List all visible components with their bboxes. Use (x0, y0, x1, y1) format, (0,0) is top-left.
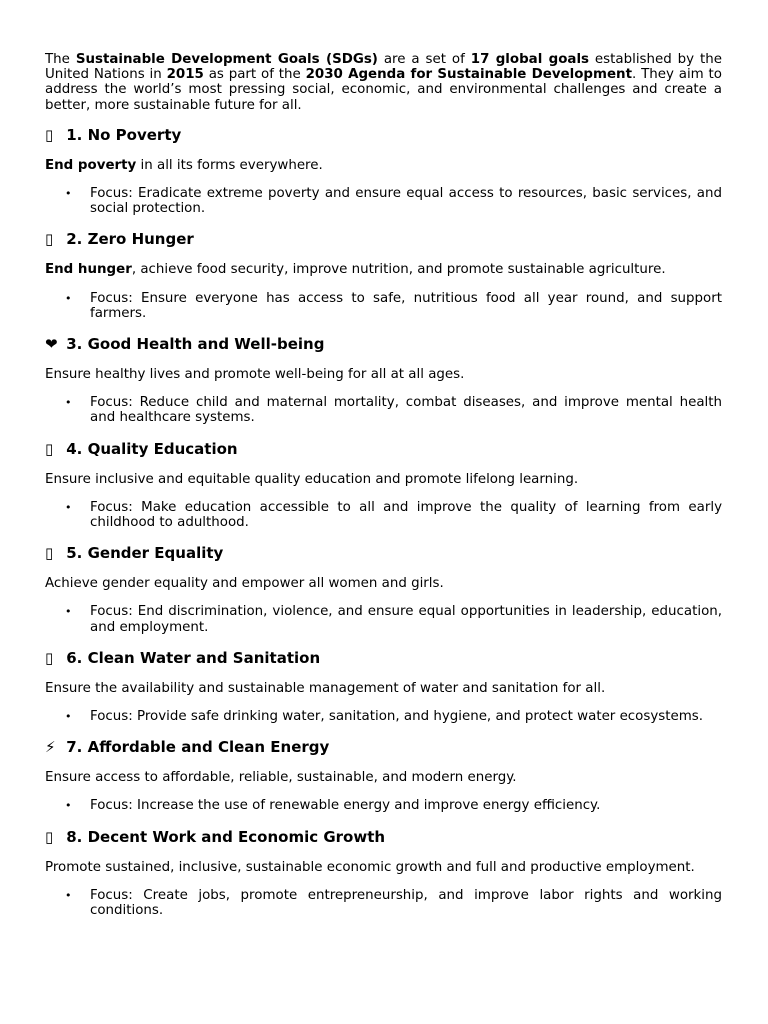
bullet-icon: • (65, 396, 72, 410)
goal-focus-list (45, 709, 722, 724)
goal-focus-text: Focus: Make education accessible to all and improve the quality of learning from early childhood to adulthood. (90, 499, 722, 531)
intro-bold-goal-count: 17 global goals (470, 52, 590, 67)
bullet-icon: • (65, 888, 72, 902)
goal-title: 5. Gender Equality (66, 544, 224, 563)
goal-focus-text: Focus: End discrimination, violence, and ensure equal opportunities in leadership, education, and employment. (90, 604, 722, 635)
missing-glyph-icon: ▯ (45, 230, 54, 249)
goal-description (45, 681, 722, 696)
goal-focus-list (45, 798, 722, 813)
goal-title: 6. Clean Water and Sanitation (66, 648, 321, 667)
goal-focus-list (45, 500, 722, 530)
goal-heading (45, 829, 722, 846)
intro-text: . They aim to address the world’s most pressing social, economic, and environmental challenges and create a better, more sustainable future for all. (45, 67, 722, 113)
goal-focus-item (45, 888, 722, 918)
goal-focus-text: Focus: Increase the use of renewable energy and improve energy efficiency. (90, 798, 601, 814)
goal-description-text: Ensure inclusive and equitable quality education and promote lifelong learning. (45, 471, 579, 487)
goal-focus-text: Focus: Provide safe drinking water, sanitation, and hygiene, and protect water ecosystems. (90, 709, 703, 725)
goal-focus-text: Focus: Create jobs, promote entrepreneurship, and improve labor rights and working conditions. (90, 887, 722, 919)
intro-bold-agenda: 2030 Agenda for Sustainable Development (305, 67, 632, 83)
goal-focus-item (45, 500, 722, 530)
intro-text: are a set of (377, 52, 471, 67)
goal-focus-item (45, 291, 722, 321)
goal-title: 3. Good Health and Well-being (66, 335, 325, 354)
goal-section (45, 545, 722, 635)
goal-focus-list (45, 395, 722, 425)
goal-heading (45, 739, 722, 756)
goal-description-text: Achieve gender equality and empower all women and girls. (45, 576, 444, 592)
intro-bold-year: 2015 (166, 67, 204, 83)
missing-glyph-icon: ▯ (45, 827, 54, 846)
missing-glyph-icon: ▯ (45, 648, 54, 667)
goal-title: 1. No Poverty (66, 125, 182, 144)
bullet-icon: • (65, 291, 72, 305)
goal-section (45, 650, 722, 724)
goal-section (45, 231, 722, 321)
goal-focus-list (45, 888, 722, 918)
goal-focus-text: Focus: Ensure everyone has access to safe, nutritious food all year round, and support farmers. (90, 290, 722, 321)
goal-description-text: Ensure access to affordable, reliable, sustainable, and modern energy. (45, 770, 517, 786)
goal-section (45, 127, 722, 217)
goal-title: 4. Quality Education (66, 439, 238, 458)
goal-heading (45, 650, 722, 667)
goal-focus-item (45, 395, 722, 425)
heart-icon: ❤ (45, 335, 58, 354)
goal-section (45, 829, 722, 919)
goal-description-text: Ensure the availability and sustainable management of water and sanitation for all. (45, 680, 606, 696)
goal-description (45, 770, 722, 785)
goal-heading (45, 336, 722, 353)
missing-glyph-icon: ▯ (45, 544, 54, 563)
goal-focus-text: Focus: Reduce child and maternal mortality, combat diseases, and improve mental health and healthcare systems. (90, 395, 722, 426)
goal-heading (45, 441, 722, 458)
goal-description (45, 262, 722, 277)
bullet-icon: • (65, 799, 72, 813)
intro-paragraph (45, 52, 722, 113)
goal-focus-item (45, 798, 722, 813)
bullet-icon: • (65, 710, 72, 724)
goal-focus-item (45, 604, 722, 634)
lightning-icon: ⚡ (45, 738, 56, 757)
intro-bold-sdgs: Sustainable Development Goals (SDGs) (75, 52, 378, 67)
goal-description (45, 860, 722, 875)
document-page (45, 52, 722, 933)
goal-description (45, 367, 722, 382)
goals-list (45, 127, 722, 918)
goal-focus-text: Focus: Eradicate extreme poverty and ensure equal access to resources, basic services, and social protection. (90, 186, 722, 217)
missing-glyph-icon: ▯ (45, 125, 54, 144)
intro-text: established by the United Nations in (45, 52, 722, 83)
goal-focus-item (45, 709, 722, 724)
goal-section (45, 739, 722, 813)
goal-section (45, 441, 722, 531)
goal-description-bold: End hunger (45, 262, 132, 278)
goal-focus-list (45, 186, 722, 216)
intro-text: as part of the (203, 67, 306, 83)
intro-text: The (45, 52, 76, 67)
goal-heading (45, 545, 722, 562)
goal-focus-item (45, 186, 722, 216)
goal-description-text: Ensure healthy lives and promote well-being for all at all ages. (45, 367, 465, 383)
goal-description (45, 472, 722, 487)
bullet-icon: • (65, 187, 72, 201)
goal-description-text: , achieve food security, improve nutrition, and promote sustainable agriculture. (131, 262, 666, 278)
goal-title: 8. Decent Work and Economic Growth (66, 827, 386, 846)
bullet-icon: • (65, 605, 72, 619)
goal-heading (45, 127, 722, 144)
goal-description (45, 158, 722, 173)
goal-section (45, 336, 722, 426)
goal-description-text: in all its forms everywhere. (136, 157, 323, 173)
goal-focus-list (45, 604, 722, 634)
goal-focus-list (45, 291, 722, 321)
missing-glyph-icon: ▯ (45, 439, 54, 458)
goal-description-bold: End poverty (45, 157, 137, 173)
goal-heading (45, 231, 722, 248)
goal-title: 7. Affordable and Clean Energy (66, 738, 330, 757)
goal-description-text: Promote sustained, inclusive, sustainable economic growth and full and productive employment. (45, 859, 695, 875)
goal-title: 2. Zero Hunger (66, 230, 194, 249)
goal-description (45, 576, 722, 591)
bullet-icon: • (65, 500, 72, 514)
